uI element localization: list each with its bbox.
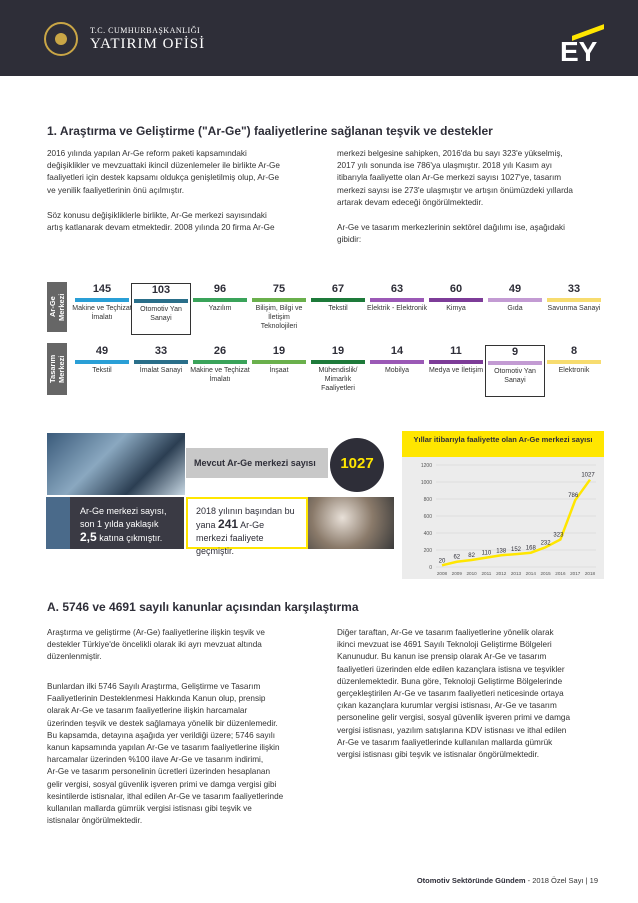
arge-sector-cell <box>544 283 604 335</box>
x-tick-label: 2014 <box>525 571 536 576</box>
arge-sector-label: Savunma Sanayi <box>547 305 601 312</box>
data-label: 1027 <box>581 472 595 479</box>
tasarim-sector-label: Mühendislik/ Mimarlık Faaliyetleri <box>318 367 358 392</box>
section2-right-p1-line: vergisi istisnası, yazılım satışlarına KDV istisnası ve ithal edilen <box>337 725 567 735</box>
tasarim-sector-value: 11 <box>450 345 462 357</box>
section2-left-p2-line: kesintilerde istisnalar, ithal edilen Ar-Ge ve tasarım faaliyetlerinde <box>47 791 284 801</box>
arge-chart <box>402 457 604 579</box>
section1-right-p1-line: merkezi sayısı ise 273'e ulaşmıştır ve artışın önümüzdeki yıllarda <box>337 185 573 195</box>
page-header <box>0 0 638 76</box>
arge-sector-cell <box>131 283 191 335</box>
y-tick-label: 200 <box>423 548 432 554</box>
arge-sector-bar <box>311 298 365 302</box>
section2-left-paragraph-1 <box>47 627 327 664</box>
x-tick-label: 2012 <box>496 571 507 576</box>
section2-left-p2-line: üzerinden teşvik ve destek sağlamaya yönelik bir düzenlemedir. <box>47 718 278 728</box>
section1-right-p2-line: Ar-Ge ve tasarım merkezlerinin sektörel dağılımı ise, aşağıdaki <box>337 223 565 232</box>
y-tick-label: 600 <box>423 514 432 520</box>
tasarim-sector-value: 26 <box>213 345 227 357</box>
tasarim-sector-value: 19 <box>331 345 345 357</box>
arge-sector-cell <box>249 283 309 335</box>
tasarim-sector-value: 8 <box>570 345 578 357</box>
arge-sector-bar <box>193 298 247 302</box>
arge-sector-value: 49 <box>508 283 522 295</box>
x-tick-label: 2008 <box>436 571 448 576</box>
section2-right-p1-line: faaliyetleri üzerinden elde edilen kazançlara istisna ve teşvikler <box>337 664 565 674</box>
section2-right-paragraph-1 <box>337 627 605 761</box>
arge-sector-value: 60 <box>449 283 463 295</box>
tasarim-sector-cell <box>485 345 545 397</box>
y-tick-label: 800 <box>423 497 432 503</box>
tasarim-sector-value: 49 <box>95 345 109 357</box>
section2-left-p2-line: olarak Ar-Ge ve tasarım faaliyetlerine ilişkin harcamalar <box>47 706 248 716</box>
tasarim-sector-cell <box>249 345 309 397</box>
section1-left-paragraph-2 <box>47 210 319 234</box>
arge-sector-value: 67 <box>331 283 345 295</box>
section1-right-p2-line: gibidir: <box>337 235 362 245</box>
tasarim-sector-cell <box>131 345 191 397</box>
tasarim-sector-cell <box>308 345 368 397</box>
tasarim-sector-cell <box>190 345 250 397</box>
section1-left-p2-line: Söz konusu değişikliklerle birlikte, Ar-Ge merkezi sayısındaki <box>47 211 267 220</box>
section2-right-p1-line: Diğer taraftan, Ar-Ge ve tasarım faaliyetlerine yönelik olarak <box>337 628 554 637</box>
arge-sector-label: Otomotiv Yan Sanayi <box>140 306 182 322</box>
arge-merkezi-label: Ar-Ge Merkezi <box>47 282 67 332</box>
section1-right-paragraph-2 <box>337 222 602 246</box>
logo-title: YATIRIM OFİSİ <box>90 36 206 52</box>
growth-text-a: Ar-Ge merkezi sayısı, son 1 yılda yaklaşık <box>80 506 167 529</box>
section2-left-p2-line: Bu kapsamda, detayına aşağıda yer verildiği üzere; 5746 sayılı <box>47 730 276 740</box>
new-centers-text-b: Ar-Ge merkezi faaliyete geçmiştir. <box>196 520 265 556</box>
tasarim-sector-label: Medya ve İletişim <box>428 367 484 374</box>
data-label: 168 <box>525 545 536 552</box>
tasarim-sector-value: 33 <box>154 345 168 357</box>
section2-left-p2-line: istisnalar öngörülmektedir. <box>47 816 143 826</box>
arge-sector-label: Bilişim, Bilgi ve İletişim Teknolojileri <box>255 305 303 330</box>
page-footer <box>417 876 598 885</box>
section2-left-p2-line: harcamalar üzerinden %100 ilave Ar-Ge ve tasarım indirimi, <box>47 755 264 765</box>
arge-sector-bar <box>370 298 424 302</box>
footer-issue: - 2018 Özel Sayı | <box>525 876 590 885</box>
tasarim-sector-bar <box>370 360 424 364</box>
arge-sector-bar <box>134 299 188 303</box>
arge-sector-cell <box>308 283 368 335</box>
section2-right-p1-line: Kanunudur. Bu kanun ise prensip olarak Ar-Ge ve tasarım <box>337 652 547 662</box>
tasarim-sector-bar <box>193 360 247 364</box>
arge-sector-cell <box>367 283 427 335</box>
section2-left-p1-line: düzenlenmiştir. <box>47 652 102 662</box>
section2-right-p1-line: ikinci mevzuat ise 4691 Sayılı Teknoloji Geliştirme Bölgeleri <box>337 640 552 650</box>
tasarim-sector-cell <box>367 345 427 397</box>
tasarim-sector-bar <box>429 360 483 364</box>
vr-photo <box>308 497 394 549</box>
tasarim-sector-value: 19 <box>272 345 286 357</box>
growth-callout <box>70 497 184 549</box>
tasarim-sector-label: Tekstil <box>92 367 112 374</box>
seal-logo-icon <box>44 22 78 56</box>
chart-title: Yıllar itibarıyla faaliyette olan Ar-Ge merkezi sayısı <box>402 431 604 457</box>
tasarim-sector-bar <box>311 360 365 364</box>
data-label: 152 <box>510 547 522 554</box>
y-tick-label: 0 <box>429 565 432 571</box>
y-tick-label: 400 <box>423 531 432 537</box>
section2-right-p1-line: gerçekleştirilen Ar-Ge ve tasarım faaliyetleri neticesinde ortaya <box>337 689 564 699</box>
data-label: 232 <box>540 540 551 547</box>
new-centers-callout <box>186 497 308 556</box>
arge-sector-value: 96 <box>213 283 227 295</box>
arge-sector-label: Yazılım <box>208 305 232 312</box>
tasarim-sector-label: Mobilya <box>384 367 410 374</box>
tasarim-sector-bar <box>75 360 129 364</box>
ey-logo: EY <box>560 36 598 67</box>
arge-sector-label: Tekstil <box>328 305 348 312</box>
section1-left-p1-line: faaliyetleri için destek kapsamı oldukça genişletilmiş olup, Ar-Ge <box>47 173 280 183</box>
data-label: 786 <box>568 493 579 500</box>
data-label: 82 <box>468 553 475 560</box>
section2-right-p1-line: çıkan kazançlara kurumlar vergisi istisnası, Ar-Ge ve tasarım <box>337 701 557 711</box>
x-tick-label: 2010 <box>466 571 477 576</box>
tasarim-sector-value: 14 <box>390 345 404 357</box>
side-photo <box>46 497 70 549</box>
arge-sector-value: 103 <box>151 284 171 296</box>
section2-left-p1-line: destekler Türkiye'de öncelikli olarak iki ayrı mevzuat altında <box>47 640 262 650</box>
section1-right-p1-line: itibarıyla faaliyette olan Ar-Ge merkezi sayısı 1027'ye, tasarım <box>337 173 562 183</box>
arge-sector-value: 75 <box>272 283 286 295</box>
section1-left-p2-line: artış katlanarak devam etmektedir. 2008 yılında 20 firma Ar-Ge <box>47 223 275 233</box>
tasarim-sector-value: 9 <box>511 346 519 358</box>
section2-left-p2-line: kanun kapsamında yapılan Ar-Ge ve tasarım faaliyetlerine ilişkin <box>47 743 280 753</box>
lab-photo <box>47 433 185 495</box>
section1-left-p1-line: değişiklikler ve mevzuattaki ikincil düzenlemeler ile birlikte Ar-Ge <box>47 161 280 171</box>
tasarim-sector-bar <box>488 361 542 365</box>
section2-title: A. 5746 ve 4691 sayılı kanunlar açısından karşılaştırma <box>47 600 359 614</box>
arge-sector-bar <box>547 298 601 302</box>
arge-sector-bar <box>75 298 129 302</box>
x-tick-label: 2011 <box>481 571 492 576</box>
logo-subtitle: T.C. CUMHURBAŞKANLIĞI <box>90 26 201 35</box>
section2-left-p2-line: kullanılan mallarda gümrük vergisi istisnası gibi teşvik ve <box>47 804 252 814</box>
arge-sector-cell <box>72 283 132 335</box>
footer-publication: Otomotiv Sektöründe Gündem <box>416 876 526 885</box>
arge-sector-bar <box>252 298 306 302</box>
page-number: 19 <box>589 876 598 885</box>
tasarim-sector-label: İmalat Sanayi <box>139 367 183 374</box>
new-centers-text-bold: 241 <box>218 517 239 531</box>
section2-right-p1-line: Ar-Ge ve tasarım faaliyetlerinde kullanılan mallarda gümrük <box>337 737 553 747</box>
section2-right-p1-line: personeline gelir vergisi, sosyal güvenlik işveren primi ve damga <box>337 713 570 723</box>
section1-title: 1. Araştırma ve Geliştirme ("Ar-Ge") faaliyetlerine sağlanan teşvik ve destekler <box>47 124 493 138</box>
arge-sector-value: 63 <box>390 283 404 295</box>
tasarim-sector-cell <box>544 345 604 397</box>
data-label: 20 <box>438 558 446 565</box>
section2-left-p1-line: Araştırma ve geliştirme (Ar-Ge) faaliyetlerine ilişkin teşvik ve <box>47 628 265 637</box>
section2-left-paragraph-2 <box>47 681 327 827</box>
arge-sector-cell <box>485 283 545 335</box>
arge-sector-label: Kimya <box>446 305 466 312</box>
section1-left-p1-line: ve yenilik faaliyetlerinin önü açılmıştır. <box>47 185 184 195</box>
arge-sector-label: Gıda <box>507 305 523 312</box>
section2-left-p2-line: Ar-Ge ve tasarım personelinin ücretleri üzerinden hesaplanan <box>47 767 271 777</box>
tasarim-sector-label: Elektronik <box>558 367 590 374</box>
x-tick-label: 2018 <box>584 571 596 576</box>
x-tick-label: 2009 <box>451 571 462 576</box>
section2-left-p2-line: gelir vergisi, sosyal güvenlik işveren primi ve damga vergisi gibi <box>47 779 277 789</box>
tasarim-sector-label: Otomotiv Yan Sanayi <box>494 368 536 384</box>
arge-sector-cell <box>426 283 486 335</box>
tasarim-merkezi-label: Tasarım Merkezi <box>47 343 67 395</box>
section1-right-paragraph-1 <box>337 148 602 209</box>
section1-right-p1-line: artarak devam edeceği öngörülmektedir. <box>337 197 484 207</box>
y-tick-label: 1200 <box>420 463 432 469</box>
mevcut-value: 1027 <box>340 455 374 472</box>
new-centers-text-a: 2018 yılının başından bu yana <box>196 506 295 530</box>
y-tick-label: 1000 <box>420 480 432 486</box>
arge-sector-bar <box>429 298 483 302</box>
tasarim-sector-label: İnşaat <box>269 367 289 374</box>
tasarim-sector-bar <box>134 360 188 364</box>
tasarim-sector-bar <box>547 360 601 364</box>
arge-sector-label: Makine ve Teçhizat İmalatı <box>72 305 132 321</box>
x-tick-label: 2013 <box>510 571 522 576</box>
data-label: 62 <box>453 554 461 561</box>
section2-left-p2-line: Bunlardan ilki 5746 Sayılı Araştırma, Geliştirme ve Tasarım <box>47 682 261 691</box>
section2-left-p2-line: Faaliyetlerinin Desteklenmesi Hakkında Kanun olup, prensip <box>47 694 266 704</box>
section2-right-p1-line: düzenlemektedir. Buna göre, Teknoloji Geliştirme Bölgelerinde <box>337 676 563 686</box>
arge-sector-value: 33 <box>567 283 581 295</box>
arge-sector-label: Elektrik - Elektronik <box>367 305 427 312</box>
data-label: 323 <box>553 532 564 539</box>
section1-left-p1-line: 2016 yılında yapılan Ar-Ge reform paketi kapsamındaki <box>47 149 247 158</box>
arge-sector-bar <box>488 298 542 302</box>
tasarim-sector-label: Makine ve Teçhizat İmalatı <box>190 367 250 383</box>
tasarim-sector-bar <box>252 360 306 364</box>
tasarim-sector-cell <box>72 345 132 397</box>
x-tick-label: 2017 <box>570 571 581 576</box>
arge-sector-value: 145 <box>92 283 112 295</box>
x-tick-label: 2016 <box>555 571 566 576</box>
mevcut-label: Mevcut Ar-Ge merkezi sayısı <box>186 448 328 478</box>
data-label: 138 <box>496 548 507 555</box>
section1-left-paragraph-1 <box>47 148 319 197</box>
data-label: 110 <box>481 550 492 557</box>
x-tick-label: 2015 <box>540 571 551 576</box>
growth-text-bold: 2,5 <box>80 530 97 544</box>
growth-text-b: katına çıkmıştır. <box>96 533 163 543</box>
arge-sector-cell <box>190 283 250 335</box>
section1-right-p1-line: merkezi belgesine sahipken, 2016'da bu sayı 323'e yükselmiş, <box>337 149 563 158</box>
tasarim-sector-cell <box>426 345 486 397</box>
section1-right-p1-line: 2017 yılı sonunda ise 786'ya ulaşmıştır. 2018 yılı Kasım ayı <box>337 161 553 171</box>
section2-right-p1-line: vergisi istisnası gibi teşvik ve istisnalar öngörülmektedir. <box>337 750 540 760</box>
